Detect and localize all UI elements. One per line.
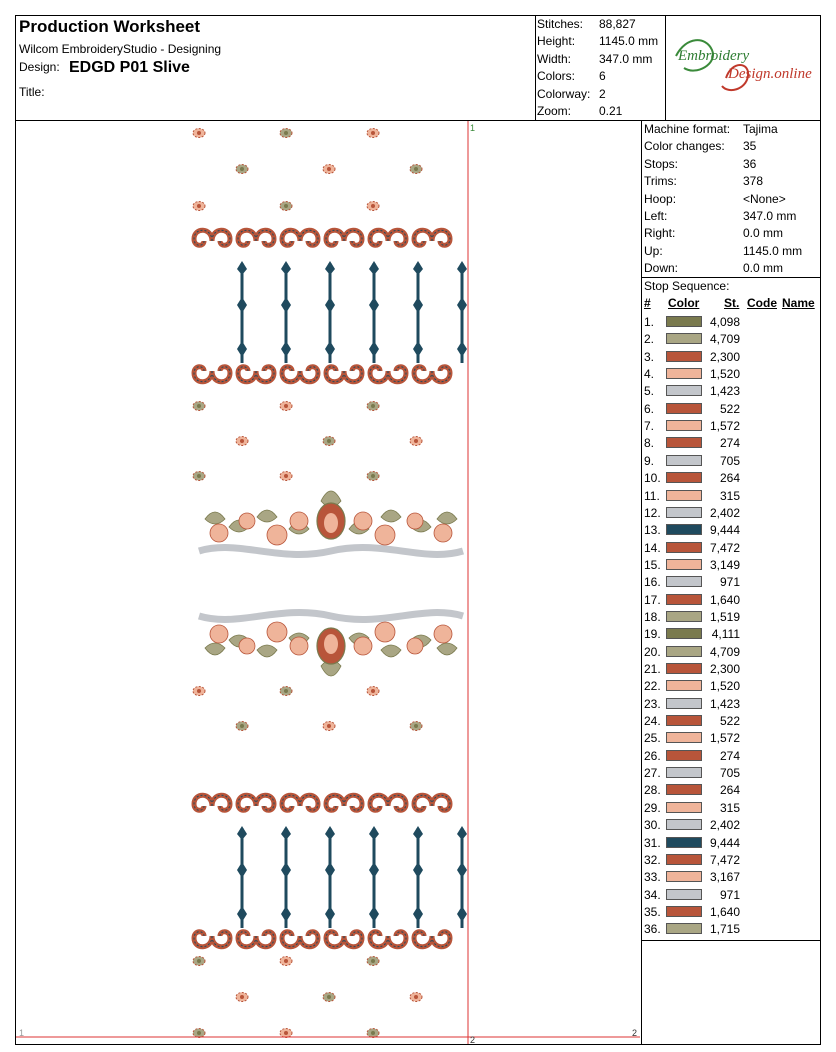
sequence-row	[644, 661, 820, 678]
dot-olive-motif	[193, 402, 205, 411]
color-swatch	[666, 507, 702, 518]
design-label: Design:	[19, 60, 60, 74]
row-number: 18.	[644, 609, 661, 624]
color-swatch	[666, 819, 702, 830]
dot-peach-motif	[280, 472, 292, 481]
scroll-unit-motif	[238, 367, 274, 382]
row-number: 11.	[644, 488, 660, 503]
sequence-row	[644, 505, 820, 522]
dot-peach-motif	[193, 687, 205, 696]
stitch-count: 274	[719, 748, 740, 763]
scroll-unit-motif	[414, 795, 450, 810]
row-number: 2.	[644, 332, 655, 347]
sequence-row	[644, 626, 820, 643]
scroll-unit-motif	[370, 230, 406, 245]
color-swatch	[666, 646, 702, 657]
bar-unit-motif	[281, 261, 291, 363]
color-swatch	[666, 871, 702, 882]
dot-olive-motif	[280, 129, 292, 138]
color-swatch	[666, 923, 702, 934]
sequence-row	[644, 401, 820, 418]
row-number: 32.	[644, 852, 661, 867]
row-number: 20.	[644, 644, 661, 659]
dot-olive-motif	[367, 957, 379, 966]
stat-label: Height:	[537, 34, 576, 49]
row-number: 13.	[644, 523, 661, 538]
stitch-count: 1,715	[709, 922, 740, 937]
stat-label: Colorway:	[537, 86, 591, 101]
scroll-unit-motif	[194, 795, 230, 810]
stat-value: 6	[599, 69, 606, 84]
dot-olive-motif	[280, 202, 292, 211]
stitch-count: 7,472	[709, 852, 740, 867]
stat-value: 347.0 mm	[599, 51, 653, 66]
bar-unit-motif	[237, 826, 247, 928]
row-number: 25.	[644, 731, 661, 746]
scroll-unit-motif	[282, 932, 318, 947]
color-swatch	[666, 628, 702, 639]
color-swatch	[666, 333, 702, 344]
machine-value: <None>	[743, 191, 786, 206]
machine-label: Left:	[644, 209, 668, 223]
stitch-count: 1,520	[709, 679, 740, 694]
dot-peach-motif	[236, 437, 248, 446]
sequence-row	[644, 696, 820, 713]
stitch-count: 2,300	[709, 349, 740, 364]
color-swatch	[666, 420, 702, 431]
sequence-row	[644, 887, 820, 904]
scroll-unit-motif	[414, 932, 450, 947]
row-number: 5.	[644, 384, 655, 399]
machine-value: 36	[743, 156, 757, 171]
row-number: 30.	[644, 818, 661, 833]
color-swatch	[666, 403, 702, 414]
sequence-row	[644, 540, 820, 557]
worksheet	[15, 15, 821, 1045]
stitch-count: 274	[719, 436, 740, 451]
row-number: 33.	[644, 870, 661, 885]
machine-value: Tajima	[743, 122, 778, 136]
sequence-row	[644, 349, 820, 366]
stitch-count: 2,402	[709, 505, 740, 520]
dot-olive-motif	[193, 472, 205, 481]
stitch-count: 264	[719, 783, 740, 798]
color-swatch	[666, 385, 702, 396]
dot-peach-motif	[323, 722, 335, 731]
machine-value: 347.0 mm	[743, 209, 797, 223]
sequence-row	[644, 904, 820, 921]
scroll-unit-motif	[326, 367, 362, 382]
dot-peach-motif	[280, 402, 292, 411]
color-swatch	[666, 784, 702, 795]
dot-peach-motif	[280, 1029, 292, 1038]
scroll-unit-motif	[370, 932, 406, 947]
sequence-row	[644, 383, 820, 400]
row-number: 31.	[644, 835, 661, 850]
sequence-row	[644, 366, 820, 383]
color-swatch	[666, 611, 702, 622]
color-swatch	[666, 767, 702, 778]
sequence-row	[644, 557, 820, 574]
machine-label: Up:	[644, 243, 663, 258]
machine-label: Trims:	[644, 174, 677, 189]
sequence-header	[644, 296, 820, 312]
guide-mark-bottom-left: 1	[19, 1028, 25, 1038]
stitch-count: 7,472	[709, 540, 740, 555]
stitch-count: 4,111	[711, 627, 740, 642]
sequence-row	[644, 314, 820, 331]
machine-value: 0.0 mm	[743, 226, 784, 241]
color-swatch	[666, 455, 702, 466]
color-swatch	[666, 680, 702, 691]
sequence-row	[644, 453, 820, 470]
scroll-unit-motif	[238, 795, 274, 810]
row-number: 29.	[644, 800, 661, 815]
stitch-count: 971	[719, 887, 740, 902]
dot-olive-motif	[367, 1029, 379, 1038]
row-number: 15.	[644, 557, 661, 572]
color-swatch	[666, 316, 702, 327]
dot-peach-motif	[323, 165, 335, 174]
logo-line2: Design.online	[728, 66, 812, 82]
stitch-count: 1,520	[709, 367, 740, 382]
row-number: 3.	[644, 349, 655, 364]
row-number: 34.	[644, 887, 661, 902]
dot-peach-motif	[410, 437, 422, 446]
section-divider	[642, 277, 821, 278]
stitch-count: 1,423	[709, 384, 740, 399]
stat-value: 0.21	[599, 104, 623, 118]
sequence-row	[644, 869, 820, 886]
sequence-row	[644, 522, 820, 539]
color-swatch	[666, 576, 702, 587]
header-info	[16, 16, 536, 120]
sequence-row	[644, 609, 820, 626]
row-number: 12.	[644, 505, 661, 520]
stitch-count: 522	[719, 401, 740, 416]
page-title: Production Worksheet	[19, 17, 201, 36]
stitch-count: 971	[719, 575, 740, 590]
machine-row	[644, 139, 820, 156]
sequence-row	[644, 765, 820, 782]
dot-peach-motif	[280, 957, 292, 966]
design-stats	[535, 16, 666, 120]
machine-row	[644, 209, 820, 226]
scroll-unit-motif	[326, 932, 362, 947]
dot-olive-motif	[193, 1029, 205, 1038]
sequence-row	[644, 817, 820, 834]
sequence-row	[644, 852, 820, 869]
stitch-count: 705	[719, 766, 740, 781]
dot-olive-motif	[193, 957, 205, 966]
bar-unit-motif	[281, 826, 291, 928]
stitch-count: 2,402	[709, 818, 740, 833]
dot-olive-motif	[367, 472, 379, 481]
stitch-count: 3,167	[709, 870, 740, 885]
color-swatch	[666, 472, 702, 483]
bar-unit-motif	[413, 826, 423, 928]
flower-band-motif	[199, 491, 463, 554]
dot-olive-motif	[236, 722, 248, 731]
stop-sequence-title: Stop Sequence:	[644, 279, 730, 293]
sequence-row	[644, 331, 820, 348]
dot-olive-motif	[236, 165, 248, 174]
bar-unit-motif	[413, 261, 423, 363]
stat-value: 1145.0 mm	[599, 34, 659, 49]
stat-value: 88,827	[599, 17, 636, 31]
color-swatch	[666, 524, 702, 535]
color-swatch	[666, 715, 702, 726]
stat-value: 2	[599, 86, 606, 101]
scroll-unit-motif	[282, 367, 318, 382]
row-number: 21.	[644, 662, 661, 676]
scroll-unit-motif	[326, 230, 362, 245]
machine-row	[644, 157, 820, 174]
header	[16, 16, 820, 121]
scroll-unit-motif	[194, 230, 230, 245]
machine-value: 35	[743, 139, 757, 154]
design-preview	[16, 121, 640, 1044]
scroll-unit-motif	[370, 795, 406, 810]
color-swatch	[666, 542, 702, 553]
stitch-count: 315	[719, 488, 740, 503]
color-swatch	[666, 750, 702, 761]
row-number: 17.	[644, 592, 661, 607]
sequence-row	[644, 488, 820, 505]
machine-row	[644, 244, 820, 261]
header-stitches: St.	[724, 296, 740, 310]
dot-olive-motif	[280, 687, 292, 696]
flower-band-motif	[199, 613, 463, 676]
color-swatch	[666, 594, 702, 605]
row-number: 28.	[644, 783, 661, 798]
color-swatch	[666, 698, 702, 709]
sequence-row	[644, 435, 820, 452]
color-swatch	[666, 351, 702, 362]
stitch-count: 315	[719, 800, 740, 815]
machine-label: Stops:	[644, 156, 679, 171]
embroidery-design-logo	[666, 16, 820, 120]
scroll-unit-motif	[326, 795, 362, 810]
sequence-row	[644, 921, 820, 938]
row-number: 1.	[644, 315, 655, 329]
row-number: 14.	[644, 540, 661, 555]
color-swatch	[666, 490, 702, 501]
color-swatch	[666, 559, 702, 570]
stitch-count: 1,572	[709, 731, 740, 746]
section-divider	[642, 940, 821, 941]
stitch-count: 4,098	[709, 315, 740, 329]
stitch-count: 2,300	[709, 662, 740, 676]
stitch-count: 1,519	[709, 609, 740, 624]
machine-row	[644, 174, 820, 191]
scroll-unit-motif	[370, 367, 406, 382]
scroll-unit-motif	[414, 367, 450, 382]
machine-row	[644, 261, 820, 278]
dot-peach-motif	[236, 993, 248, 1002]
scroll-unit-motif	[194, 932, 230, 947]
stitch-count: 3,149	[709, 557, 740, 572]
dot-olive-motif	[323, 437, 335, 446]
bar-unit-motif	[325, 826, 335, 928]
header-num: #	[644, 296, 651, 310]
color-swatch	[666, 368, 702, 379]
machine-value: 1145.0 mm	[743, 243, 803, 258]
logo-line1: Embroidery	[678, 48, 750, 64]
header-code: Code	[747, 296, 777, 310]
sequence-row	[644, 678, 820, 695]
stitch-count: 9,444	[709, 523, 740, 538]
bar-unit-motif	[457, 261, 467, 363]
stitch-count: 9,444	[709, 835, 740, 850]
stitch-count: 1,572	[709, 419, 740, 434]
dot-olive-motif	[367, 402, 379, 411]
stitch-count: 522	[719, 714, 740, 729]
machine-panel	[641, 121, 821, 1044]
machine-row	[644, 226, 820, 243]
dot-peach-motif	[367, 687, 379, 696]
stitch-count: 1,640	[709, 904, 740, 919]
stat-label: Zoom:	[537, 104, 572, 118]
guide-mark-bottom-right: 2	[632, 1028, 638, 1038]
dot-olive-motif	[323, 993, 335, 1002]
bar-unit-motif	[325, 261, 335, 363]
dot-peach-motif	[193, 202, 205, 211]
row-number: 26.	[644, 748, 661, 763]
sequence-row	[644, 470, 820, 487]
row-number: 7.	[644, 419, 655, 434]
machine-row	[644, 192, 820, 209]
color-swatch	[666, 906, 702, 917]
color-swatch	[666, 854, 702, 865]
color-swatch	[666, 437, 702, 448]
header-name: Name	[782, 296, 815, 310]
guide-mark-top: 1	[470, 123, 476, 133]
row-number: 22.	[644, 679, 661, 694]
scroll-unit-motif	[194, 367, 230, 382]
row-number: 8.	[644, 436, 655, 451]
sequence-row	[644, 748, 820, 765]
scroll-unit-motif	[282, 230, 318, 245]
stat-label: Stitches:	[537, 17, 584, 31]
row-number: 4.	[644, 367, 655, 382]
row-number: 19.	[644, 627, 661, 642]
stitch-count: 4,709	[709, 644, 740, 659]
machine-label: Hoop:	[644, 191, 677, 206]
scroll-unit-motif	[282, 795, 318, 810]
stitch-count: 1,423	[709, 696, 740, 711]
stat-label: Width:	[537, 51, 572, 66]
machine-label: Down:	[644, 261, 679, 276]
sequence-row	[644, 713, 820, 730]
sequence-row	[644, 592, 820, 609]
stitch-count: 264	[719, 471, 740, 486]
stat-label: Colors:	[537, 69, 576, 84]
title-label: Title:	[19, 85, 45, 99]
color-swatch	[666, 802, 702, 813]
row-number: 6.	[644, 401, 655, 416]
bar-unit-motif	[369, 826, 379, 928]
sequence-row	[644, 418, 820, 435]
row-number: 24.	[644, 714, 661, 729]
sequence-row	[644, 782, 820, 799]
embroidery-preview	[16, 121, 640, 1044]
guide-mark-bottom-mid: 2	[470, 1035, 476, 1044]
row-number: 36.	[644, 922, 661, 937]
sequence-row	[644, 730, 820, 747]
machine-label: Right:	[644, 226, 676, 241]
color-swatch	[666, 732, 702, 743]
row-number: 35.	[644, 904, 661, 919]
machine-row	[644, 122, 820, 139]
machine-value: 378	[743, 174, 764, 189]
row-number: 16.	[644, 575, 661, 590]
dot-peach-motif	[193, 129, 205, 138]
stitch-count: 705	[719, 453, 740, 468]
row-number: 23.	[644, 696, 661, 711]
dot-peach-motif	[367, 129, 379, 138]
row-number: 10.	[644, 471, 661, 486]
design-name: EDGD P01 Slive	[69, 59, 190, 76]
row-number: 9.	[644, 453, 655, 468]
bar-unit-motif	[457, 826, 467, 928]
machine-label: Machine format:	[644, 122, 731, 136]
row-number: 27.	[644, 766, 661, 781]
bar-unit-motif	[369, 261, 379, 363]
scroll-unit-motif	[238, 230, 274, 245]
dot-olive-motif	[410, 722, 422, 731]
color-swatch	[666, 837, 702, 848]
logo	[666, 16, 820, 120]
app-name: Wilcom EmbroideryStudio - Designing	[19, 42, 222, 56]
stitch-count: 4,709	[709, 332, 740, 347]
machine-label: Color changes:	[644, 139, 725, 154]
sequence-row	[644, 835, 820, 852]
sequence-row	[644, 800, 820, 817]
sequence-row	[644, 574, 820, 591]
sequence-row	[644, 644, 820, 661]
machine-value: 0.0 mm	[743, 261, 784, 276]
bar-unit-motif	[237, 261, 247, 363]
color-swatch	[666, 663, 702, 674]
scroll-unit-motif	[238, 932, 274, 947]
dot-peach-motif	[367, 202, 379, 211]
stitch-count: 1,640	[709, 592, 740, 607]
dot-peach-motif	[410, 993, 422, 1002]
color-swatch	[666, 889, 702, 900]
header-color: Color	[668, 296, 700, 310]
scroll-unit-motif	[414, 230, 450, 245]
dot-olive-motif	[410, 165, 422, 174]
